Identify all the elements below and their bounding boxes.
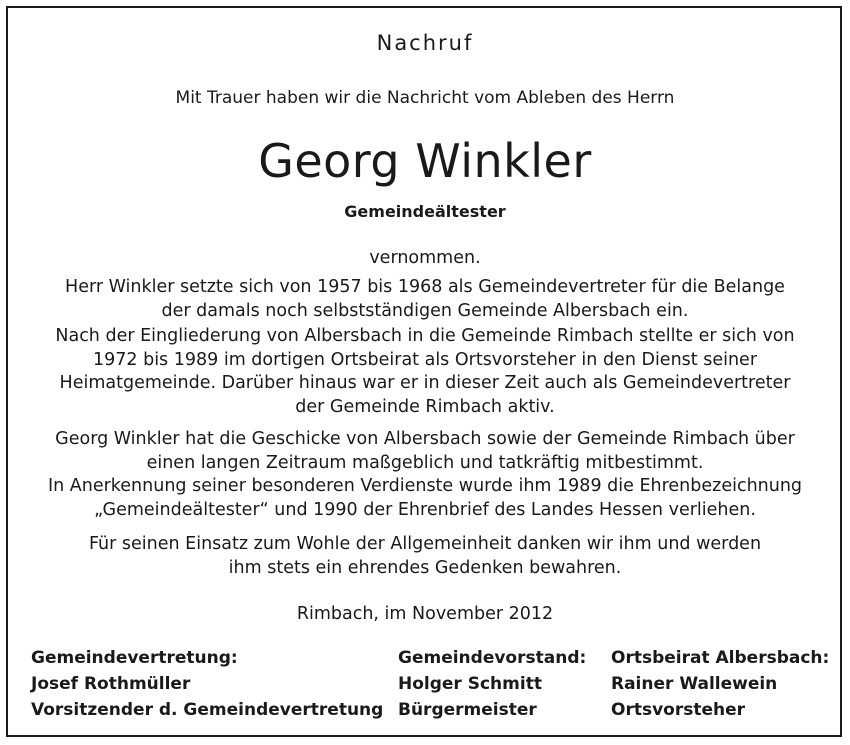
deceased-name: Georg Winkler <box>258 134 592 188</box>
text-line: Georg Winkler hat die Geschicke von Albersbach sowie der Gemeinde Rimbach über <box>55 429 795 449</box>
text-line: Für seinen Einsatz zum Wohle der Allgemeinheit danken wir ihm und werden <box>88 534 762 554</box>
intro-line: Mit Trauer haben wir die Nachricht vom Ableben des Herrn <box>175 88 675 108</box>
signature-role: Bürgermeister <box>398 700 537 720</box>
text-line: der Gemeinde Rimbach aktiv. <box>295 396 555 417</box>
signature-body: Gemeindevertretung: <box>31 648 238 668</box>
text-line: Nach der Eingliederung von Albersbach in die Gemeinde Rimbach stellte er sich von <box>55 326 795 346</box>
text-line: Heimatgemeinde. Darüber hinaus war er in dieser Zeit auch als Gemeindevertreter <box>59 373 791 393</box>
paragraph-service-1957 <box>0 276 850 323</box>
signature-person: Holger Schmitt <box>398 674 542 694</box>
signature-role: Ortsvorsteher <box>611 700 746 720</box>
signature-body: Gemeindevorstand: <box>398 648 587 668</box>
text-line: In Anerkennung seiner besonderen Verdienste wurde ihm 1989 die Ehrenbezeichnung <box>47 476 803 496</box>
paragraph-thanks <box>0 533 850 580</box>
notice-heading: Nachruf <box>376 31 474 55</box>
signature-gemeindevertretung <box>31 645 383 723</box>
text-line: ihm stets ein ehrendes Gedenken bewahren. <box>228 557 622 578</box>
paragraph-vernommen: vernommen. <box>369 248 481 268</box>
signature-person: Rainer Wallewein <box>611 674 778 694</box>
paragraph-ortsbeirat <box>0 325 850 419</box>
text-line: 1972 bis 1989 im dortigen Ortsbeirat als Ortsvorsteher in den Dienst seiner <box>92 349 758 370</box>
signature-body: Ortsbeirat Albersbach: <box>611 648 830 668</box>
text-line: „Gemeindeältester“ und 1990 der Ehrenbrief des Landes Hessen verliehen. <box>94 499 756 520</box>
paragraph-merits <box>0 428 850 522</box>
text-line: der damals noch selbstständigen Gemeinde Albersbach ein. <box>161 300 689 321</box>
text-line: Herr Winkler setzte sich von 1957 bis 1968 als Gemeindevertreter für die Belange <box>65 277 785 297</box>
text-line: einen langen Zeitraum maßgeblich und tatkräftig mitbestimmt. <box>146 452 704 473</box>
signature-role: Vorsitzender d. Gemeindevertretung <box>31 700 384 720</box>
signature-person: Josef Rothmüller <box>31 674 191 694</box>
place-date: Rimbach, im November 2012 <box>296 604 554 624</box>
signature-ortsbeirat <box>611 645 829 723</box>
signature-gemeindevorstand <box>398 645 586 723</box>
honorary-title: Gemeindeältester <box>344 202 506 221</box>
